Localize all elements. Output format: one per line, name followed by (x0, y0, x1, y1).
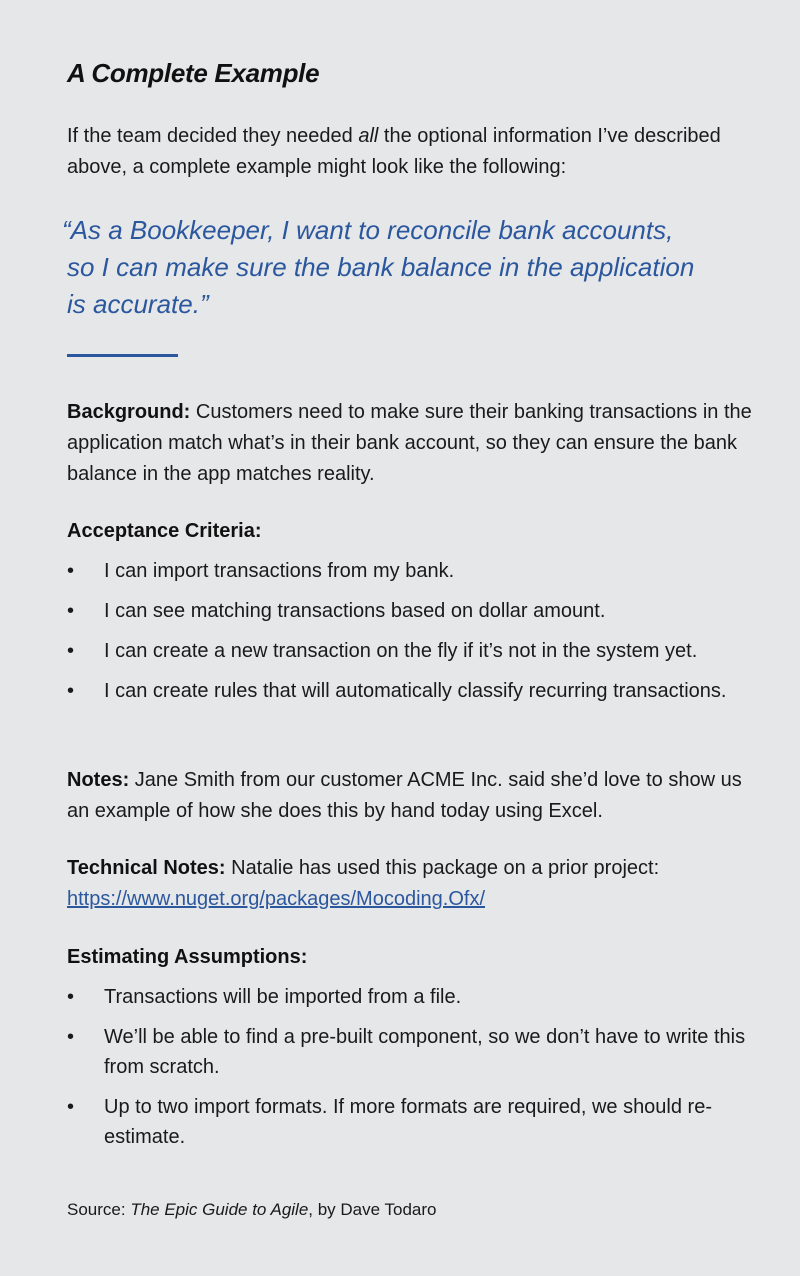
list-item (67, 1092, 757, 1152)
background-label: Background: (67, 401, 191, 423)
quote-line-1: “As a Bookkeeper, I want to reconcile bank accounts, (62, 215, 674, 245)
bullet-icon: • (67, 986, 75, 1008)
bullet-icon: • (67, 1096, 75, 1118)
technical-notes-label: Technical Notes: (67, 857, 226, 879)
acceptance-criteria-list (67, 556, 757, 716)
estimating-assumptions-heading: Estimating Assumptions: (67, 946, 308, 968)
list-item (67, 1022, 757, 1082)
list-item-text: Transactions will be imported from a file. (104, 986, 462, 1008)
list-item (67, 676, 757, 706)
package-link[interactable]: https://www.nuget.org/packages/Mocoding.Ofx/ (67, 888, 485, 910)
bullet-icon: • (67, 1026, 75, 1048)
technical-notes-paragraph (67, 853, 757, 915)
intro-text-after: the optional information I’ve described above, a complete example might look like the following: (67, 125, 721, 178)
estimating-assumptions-list (67, 982, 757, 1162)
source-citation (67, 1198, 437, 1222)
quote-line-3: is accurate.” (67, 289, 209, 319)
bullet-icon: • (67, 560, 75, 582)
list-item (67, 636, 757, 666)
list-item-text: I can import transactions from my bank. (104, 560, 455, 582)
technical-notes-text: Natalie has used this package on a prior project: (225, 857, 660, 879)
list-item (67, 982, 757, 1012)
list-item-text: I can see matching transactions based on dollar amount. (104, 600, 606, 622)
list-item (67, 596, 757, 626)
acceptance-criteria-heading: Acceptance Criteria: (67, 520, 262, 542)
source-prefix: Source: (67, 1200, 131, 1219)
background-paragraph (67, 397, 757, 490)
section-title: A Complete Example (67, 58, 320, 88)
bullet-icon: • (67, 600, 75, 622)
user-story-quote (62, 212, 762, 323)
list-item (67, 556, 757, 586)
notes-label: Notes: (67, 769, 130, 791)
bullet-icon: • (67, 680, 75, 702)
source-suffix: , by Dave Todaro (308, 1200, 437, 1219)
list-item-text: I can create a new transaction on the fly if it’s not in the system yet. (104, 640, 698, 662)
list-item-text: We’ll be able to find a pre-built component, so we don’t have to write this from scratch. (104, 1026, 746, 1078)
intro-emphasis: all (358, 125, 379, 147)
notes-text: Jane Smith from our customer ACME Inc. said she’d love to show us an example of how she does this by hand today using Excel. (67, 769, 742, 822)
accent-divider (67, 354, 178, 357)
list-item-text: I can create rules that will automatically classify recurring transactions. (104, 680, 727, 702)
quote-line-2: so I can make sure the bank balance in the application (67, 252, 695, 282)
list-item-text: Up to two import formats. If more formats are required, we should re-estimate. (104, 1096, 712, 1148)
intro-paragraph (67, 121, 767, 183)
bullet-icon: • (67, 640, 75, 662)
notes-paragraph (67, 765, 757, 827)
intro-text-before: If the team decided they needed (67, 125, 359, 147)
background-text: Customers need to make sure their banking transactions in the application match what’s in their bank account, so they can ensure the bank balance in the app matches reality. (67, 401, 752, 485)
source-book-title: The Epic Guide to Agile (130, 1200, 309, 1219)
